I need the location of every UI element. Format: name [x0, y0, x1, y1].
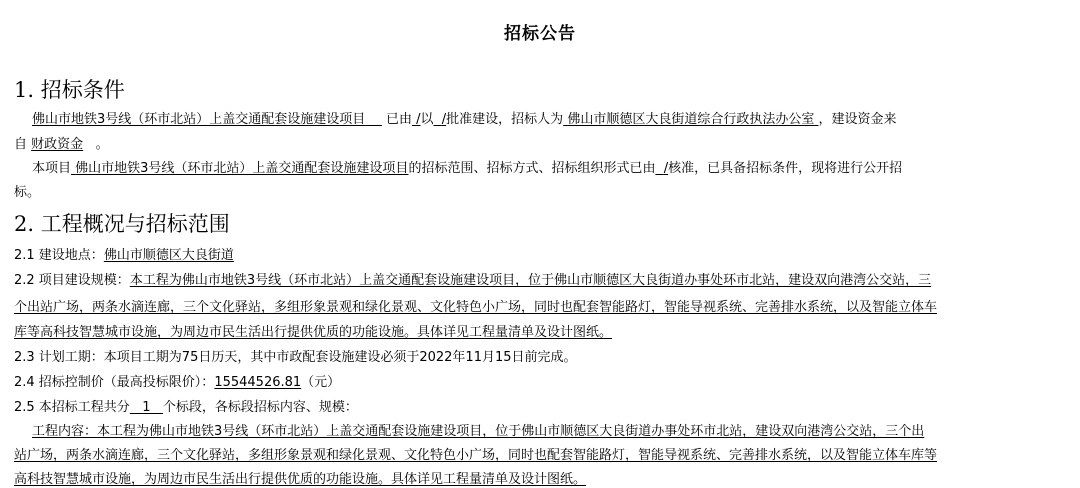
approval-authority-blank: /	[416, 112, 421, 127]
fund-text: ，建设资金来	[818, 112, 897, 127]
document-title: 招标公告	[504, 24, 576, 44]
ref-text: 以	[420, 112, 434, 127]
section-1-para-2-line-2: 标。	[14, 185, 41, 200]
item-2-1: 2.1 建设地点：佛山市顺德区大良街道	[14, 248, 234, 263]
approval-blank-2: /	[663, 161, 669, 176]
fund-source: 财政资金	[31, 137, 84, 152]
section-1-para-2-line-1	[0, 157, 902, 176]
from-text: 自	[14, 137, 28, 152]
project-name-2: 佛山市地铁3号线（环市北站）上盖交通配套设施建设项目	[75, 161, 409, 176]
lot-count: 1	[142, 400, 151, 415]
para-2-prefix: 本项目	[32, 161, 72, 176]
item-2-2-line-2: 个出站广场，两条水滴连廊，三个文化驿站，多组形象景观和绿化景观、文化特色小广场，同时也配套智能路灯，智能导视系统、完善排水系统，以及智能立体车	[14, 300, 938, 315]
approval-number-blank: /	[441, 112, 447, 127]
item-2-5: 2.5 本招标工程共分 1 个标段，各标段招标内容、规模：	[14, 400, 358, 415]
item-2-2-line-1: 2.2 项目建设规模：本工程为佛山市地铁3号线（环市北站）上盖交通配套设施建设项目，位于佛山市顺德区大良街道办事处环市北站，建设双向港湾公交站，三	[14, 273, 932, 288]
content-line-3: 高科技智慧城市设施，为周边市民生活出行提供优质的功能设施。具体详见工程量清单及设计图纸。	[14, 472, 587, 487]
para-2-suffix: 核准，已具备招标条件，现将进行公开招	[668, 161, 903, 176]
approval-text: 批准建设，招标人为	[446, 112, 564, 127]
para-2-mid: 的招标范围、招标方式、招标组织形式已由	[408, 161, 656, 176]
project-name: 佛山市地铁3号线（环市北站）上盖交通配套设施建设项目	[32, 112, 366, 127]
underline-gap	[365, 112, 382, 127]
construction-location: 佛山市顺德区大良街道	[103, 248, 234, 263]
construction-scale-1: 本工程为佛山市地铁3号线（环市北站）上盖交通配套设施建设项目，位于佛山市顺德区大良街道办事处环市北站，建设双向港湾公交站，三	[129, 273, 932, 288]
section-1-para-1-line-1	[0, 108, 897, 127]
section-1-heading: 1. 招标条件	[14, 78, 125, 102]
tenderer-name: 佛山市顺德区大良街道综合行政执法办公室	[567, 112, 815, 127]
approved-by-text: 已由	[385, 112, 412, 127]
item-2-3: 2.3 计划工期：本项目工期为75日历天，其中市政配套设施建设必须于2022年11月15日前完成。	[14, 350, 577, 365]
content-line-1: 工程内容：本工程为佛山市地铁3号线（环市北站）上盖交通配套设施建设项目，位于佛山市顺德区大良街道办事处环市北站，建设双向港湾公交站，三个出	[32, 424, 925, 439]
tender-control-price: 15544526.81	[214, 375, 302, 390]
section-1-para-1-line-2: 自 财政资金 。	[14, 137, 109, 152]
content-line-2: 站广场，两条水滴连廊，三个文化驿站，多组形象景观和绿化景观、文化特色小广场，同时也配套智能路灯，智能导视系统、完善排水系统，以及智能立体车库等	[14, 448, 938, 463]
item-2-2-line-3: 库等高科技智慧城市设施，为周边市民生活出行提供优质的功能设施。具体详见工程量清单及设计图纸。	[14, 325, 613, 340]
section-2-heading: 2. 工程概况与招标范围	[14, 212, 230, 236]
item-2-4: 2.4 招标控制价（最高投标限价）：15544526.81（元）	[14, 375, 341, 390]
